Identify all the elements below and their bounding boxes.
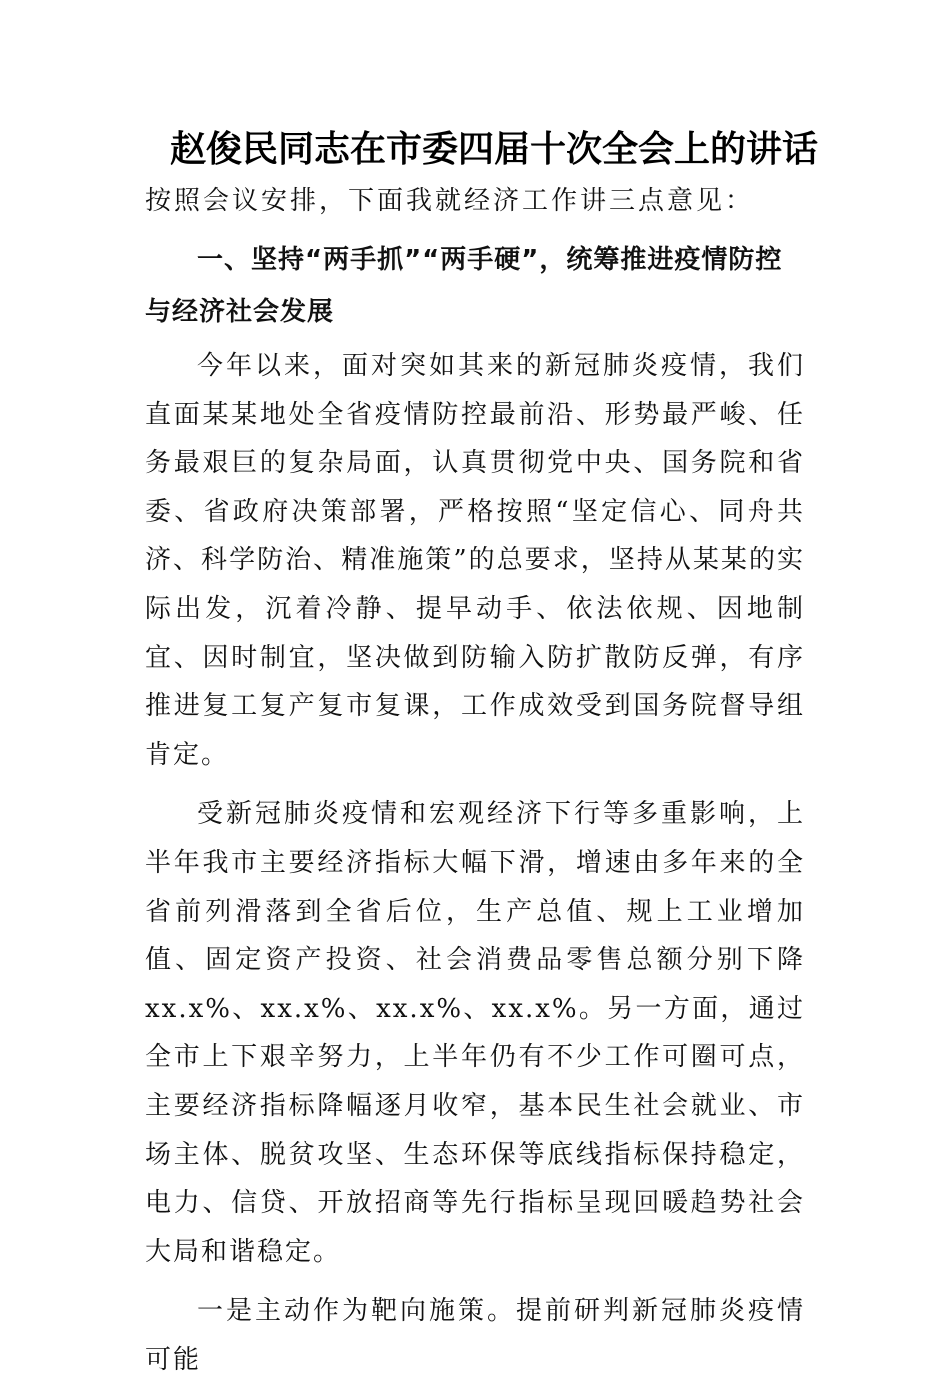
document-title: 赵俊民同志在市委四届十次全会上的讲话 — [170, 128, 819, 170]
section-heading: 一、坚持“两手抓”“两手硬”，统筹推进疫情防控与经济社会发展 — [145, 245, 783, 327]
body-paragraph: 一是主动作为靶向施策。提前研判新冠肺炎疫情可能 — [145, 1296, 805, 1375]
body-paragraph: 受新冠肺炎疫情和宏观经济下行等多重影响，上半年我市主要经济指标大幅下滑，增速由多年来的全省前列滑落到全省后位，生产总值、规上工业增加值、固定资产投资、社会消费品零售总额分别下降xx.x%、xx.x%、xx.x%、xx.x%。另一方面，通过全市上下艰辛努力，上半年仍有不少工作可圈可点，主要经济指标降幅逐月收窄，基本民生社会就业、市场主体、脱贫攻坚、生态环保等底线指标保持稳定，电力、信贷、开放招商等先行指标呈现回暖趋势社会大局和谐稳定。 — [145, 799, 805, 1267]
document-body — [145, 170, 805, 1395]
intro-paragraph: 按照会议安排，下面我就经济工作讲三点意见： — [145, 186, 755, 216]
body-paragraph: 今年以来，面对突如其来的新冠肺炎疫情，我们直面某某地处全省疫情防控最前沿、形势最严峻、任务最艰巨的复杂局面，认真贯彻党中央、国务院和省委、省政府决策部署，严格按照“坚定信心、同舟共济、科学防治、精准施策”的总要求，坚持从某某的实际出发，沉着冷静、提早动手、依法依规、因地制宜、因时制宜，坚决做到防输入防扩散防反弹，有序推进复工复产复市复课，工作成效受到国务院督导组肯定。 — [145, 351, 805, 770]
